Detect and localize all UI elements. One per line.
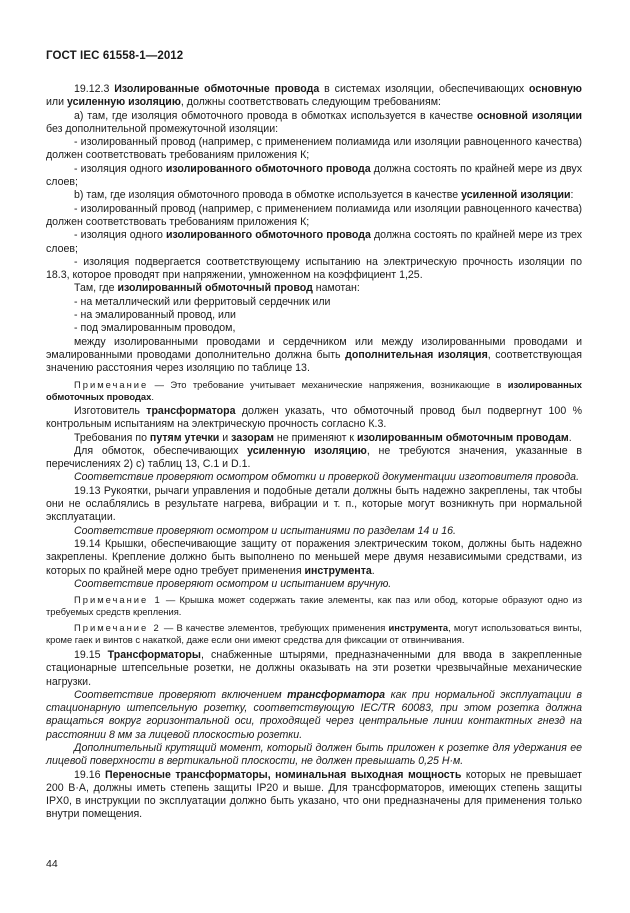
paragraph-19-12-3: 19.12.3 Изолированные обмоточные провода в системах изоляции, обеспечивающих основную или усиленную изоляцию, должны соответствовать следующим требованиям:	[46, 83, 582, 109]
paragraph-torque: Дополнительный крутящий момент, который должен быть приложен к розетке для удержания ее лицевой поверхности в вертикальной плоскости, не должен превышать 0,25 Н·м.	[46, 741, 582, 768]
page-header: ГОСТ IEC 61558-1—2012	[46, 50, 184, 62]
paragraph-b-3: - изоляция подвергается соответствующему испытанию на электрическую прочность изоляции по 18.3, которое проводят при напряжении, умноженном на коэффициент 1,25.	[46, 255, 582, 282]
paragraph-a-1: - изолированный провод (например, с применением полиамида или изоляции равноценного качества) должен соответствовать требованиям приложения К;	[46, 136, 582, 162]
paragraph-item-b: b) там, где изоляция обмоточного провода в обмотке используется в качестве усиленной изоляции:	[74, 189, 574, 202]
paragraph-19-14: 19.14 Крышки, обеспечивающие защиту от поражения электрическим током, должны быть надежно закреплены. Крепление должно быть выполнено по меньшей мере двумя независимыми средствами, из которых по крайней мере одно требует применения инструмента.	[46, 537, 582, 577]
paragraph-manufacturer: Изготовитель трансформатора должен указать, что обмоточный провод был подвергнут 100 % контрольным испытаниям на электрическую прочность согласно К.3.	[46, 404, 582, 431]
paragraph-between: между изолированными проводами и сердечником или между изолированными проводами и эмалированными проводами дополнительно должна быть дополнительная изоляция, соответствующая значению расстояния через изоляцию по таблице 13.	[46, 335, 582, 375]
list-item-core: - на металлический или ферритовый сердечник или	[74, 295, 331, 308]
list-item-under-enamelled: - под эмалированным проводом,	[74, 322, 236, 335]
document-body	[46, 83, 582, 822]
compliance-19-15: Соответствие проверяют включением трансформатора как при нормальной эксплуатации в стационарную штепсельную розетку, соответствующую IEC/TR 60083, при этом розетка должна вращаться вокруг горизонтальной оси, проходящей через центральные линии контактных гнезд на расстоянии 8 мм за лицевой плоскостью розетки.	[46, 688, 582, 741]
paragraph-b-2: - изоляция одного изолированного обмоточного провода должна состоять по крайней мере из трех слоев;	[46, 229, 582, 255]
paragraph-19-15: 19.15 Трансформаторы, снабженные штырями, предназначенными для ввода в закрепленные стационарные штепсельные розетки, не должны оказывать на эти розетки чрезвычайные механические нагрузки.	[46, 648, 582, 688]
paragraph-19-13: 19.13 Рукоятки, рычаги управления и подобные детали должны быть надежно закреплены, так чтобы они не ослаблялись в результате нагрева, вибрации и т. п., которые могут возникнуть при нормальной эксплуатации.	[46, 484, 582, 524]
note-2: Примечание 2 — В качестве элементов, требующих применения инструмента, могут использоваться винты, кроме гаек и винтов с накаткой, даже если они имеют средства для фиксации от отвинчивания.	[46, 621, 582, 645]
paragraph-wound: Там, где изолированный обмоточный провод намотан:	[74, 282, 360, 295]
paragraph-creepage: Требования по путям утечки и зазорам не применяют к изолированным обмоточным проводам.	[74, 431, 572, 444]
paragraph-item-a: а) там, где изоляция обмоточного провода в обмотках используется в качестве основной изоляции без дополнительной промежуточной изоляции:	[46, 109, 582, 135]
paragraph-b-1: - изолированный провод (например, с применением полиамида или изоляции равноценного качества) должен соответствовать требованиям приложения К;	[46, 202, 582, 228]
page-number: 44	[46, 858, 58, 870]
paragraph-19-16: 19.16 Переносные трансформаторы, номинальная выходная мощность которых не превышает 200 В·А, должны иметь степень защиты IP20 и выше. Для трансформаторов, имеющих степень защиты IPX0, в инструкции по эксплуатации должно быть указано, что они предназначены для применения только внутри помещения.	[46, 768, 582, 821]
list-item-enamelled: - на эмалированный провод, или	[74, 309, 236, 322]
compliance-winding: Соответствие проверяют осмотром обмотки и проверкой документации изготовителя провода.	[74, 471, 580, 484]
note-stress: Примечание — Это требование учитывает механические напряжения, возникающие в изолированных обмоточных проводах.	[46, 378, 582, 402]
compliance-19-13: Соответствие проверяют осмотром и испытаниями по разделам 14 и 16.	[74, 524, 456, 537]
paragraph-reinforced: Для обмоток, обеспечивающих усиленную изоляцию, не требуются значения, указанные в перечислениях 2) с) таблиц 13, С.1 и D.1.	[46, 444, 583, 471]
note-1: Примечание 1 — Крышка может содержать такие элементы, как паз или обод, которые образуют одно из требуемых средств крепления.	[46, 594, 582, 618]
paragraph-a-2: - изоляция одного изолированного обмоточного провода должна состоять по крайней мере из двух слоев;	[46, 162, 583, 189]
compliance-19-14: Соответствие проверяют осмотром и испытанием вручную.	[74, 577, 392, 590]
